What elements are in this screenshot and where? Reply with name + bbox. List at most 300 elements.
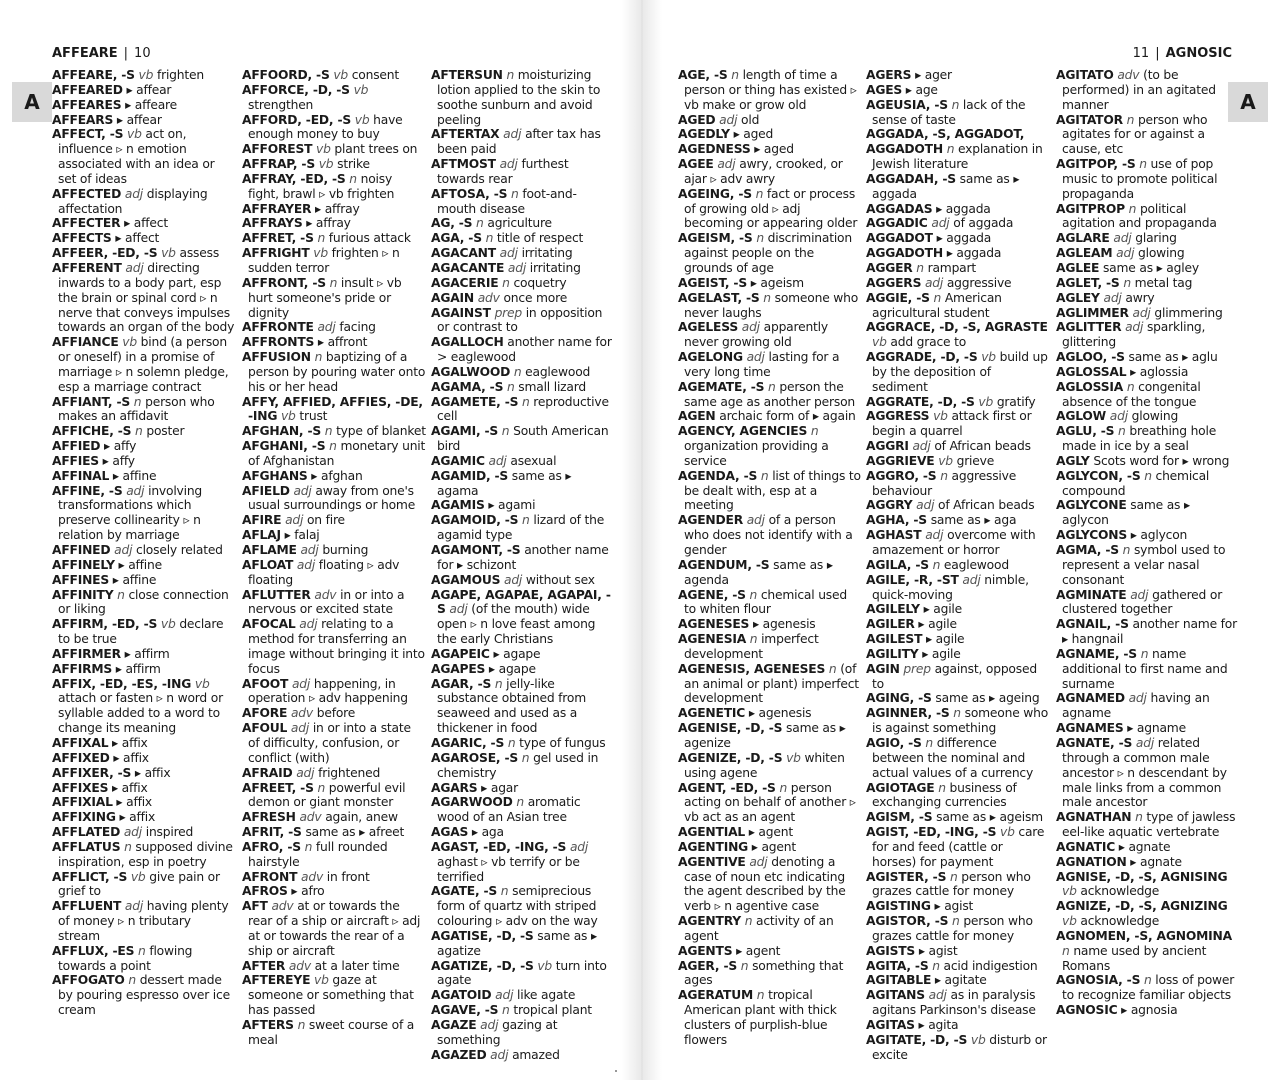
dictionary-entry — [866, 261, 1050, 276]
part-of-speech: n — [135, 424, 143, 439]
definition: ▸ agile — [923, 602, 962, 617]
dictionary-entry — [242, 884, 426, 899]
part-of-speech: n — [949, 869, 958, 884]
headword: AFFEARS — [52, 112, 114, 127]
definition: insult ▹ vb hurt someone's pride or dignity — [248, 275, 402, 320]
part-of-speech: adv — [271, 899, 294, 914]
part-of-speech: n — [940, 468, 948, 483]
definition: overcome with amazement or horror — [872, 528, 1036, 557]
definition: agriculture — [487, 216, 552, 231]
definition: type of jawless eel-like aquatic vertebrate — [1062, 810, 1236, 840]
dictionary-entry — [242, 899, 426, 958]
headword: AFFOORD, -S — [242, 68, 330, 82]
definition: full rounded hairstyle — [248, 839, 388, 869]
headword: AFFERENT — [52, 260, 122, 275]
headword: AFFIX, -ED, -ES, -ING — [52, 676, 192, 691]
definition: ▸ agent — [736, 943, 781, 958]
dictionary-entry — [242, 543, 426, 558]
part-of-speech: adj — [1128, 691, 1147, 706]
definition: another name for > eaglewood — [437, 335, 612, 365]
headword: AGENDER — [678, 513, 743, 528]
definition: inspired — [145, 825, 194, 840]
dictionary-entry — [1056, 306, 1240, 321]
headword: AFGHANI, -S — [242, 439, 326, 454]
definition: type of fungus — [519, 735, 606, 750]
part-of-speech: n — [951, 97, 960, 112]
dictionary-entry — [52, 469, 236, 484]
dictionary-entry — [678, 187, 862, 232]
headword: AGE, -S — [678, 68, 728, 82]
definition: ▸ aggada — [936, 201, 991, 216]
part-of-speech: adj — [114, 543, 133, 557]
dictionary-entry — [866, 216, 1050, 231]
definition: ▸ affear — [116, 112, 162, 127]
dictionary-entry — [1056, 276, 1240, 291]
dictionary-entry — [678, 291, 862, 321]
headword: AFTERTAX — [431, 127, 500, 142]
definition: give pain or grief to — [58, 869, 220, 899]
headword: AFFRAYER — [242, 201, 312, 216]
right-column-1 — [678, 68, 862, 1048]
definition: attach or fasten ▹ n word or syllable added to a word to change its meaning — [58, 691, 223, 736]
definition: consent — [351, 68, 400, 82]
part-of-speech: vb — [353, 82, 369, 97]
dictionary-entry — [242, 825, 426, 840]
dictionary-entry — [1056, 973, 1240, 1003]
dictionary-entry — [1056, 454, 1240, 469]
dictionary-entry — [1056, 498, 1240, 528]
dictionary-entry — [1056, 261, 1240, 276]
dictionary-entry — [242, 424, 426, 439]
headword: AGALWOOD — [431, 364, 511, 379]
definition: at or towards the rear of a ship or aircraft ▹ adj at or towards the rear of a ship or aircraft — [248, 899, 421, 958]
part-of-speech: n — [763, 290, 771, 305]
part-of-speech: n — [521, 394, 530, 409]
headword: AGAVE, -S — [431, 1003, 499, 1018]
dictionary-entry — [678, 68, 862, 113]
definition: ▸ agile — [926, 632, 965, 647]
definition: at a later time — [314, 958, 400, 973]
definition: furthest towards rear — [437, 157, 569, 186]
dictionary-entry — [242, 810, 426, 825]
left-running-head: AFFEARE | 10 — [52, 46, 151, 61]
headword: AFFLUENT — [52, 899, 122, 914]
definition: ▸ affy — [102, 453, 135, 468]
headword: AGENE, -S — [678, 587, 746, 602]
headword: AGAMID, -S — [431, 468, 509, 483]
definition: aggressive behaviour — [872, 468, 1017, 498]
headword: AGILITY — [866, 646, 919, 661]
dictionary-entry — [52, 231, 236, 246]
definition: congenital absence of the tongue — [1062, 379, 1201, 409]
dictionary-entry — [866, 291, 1050, 321]
definition: frighten ▹ n sudden terror — [248, 246, 400, 275]
headword: AGLY — [1056, 453, 1090, 468]
headword: AGHAST — [866, 528, 922, 543]
definition: ▸ agist — [934, 899, 974, 914]
part-of-speech: n — [755, 186, 764, 201]
part-of-speech: adj — [912, 439, 931, 454]
definition: denoting a case of noun etc indicating the agent described by the verb ▹ n agentive case — [684, 854, 846, 914]
headword: AGITPOP, -S — [1056, 157, 1136, 172]
part-of-speech: n — [1122, 543, 1131, 557]
part-of-speech: adj — [928, 988, 947, 1003]
headword: AGAMONT, -S — [431, 543, 521, 557]
headword: AGAMIS — [431, 498, 485, 513]
headword: AGIO, -S — [866, 735, 922, 750]
definition: name used by ancient Romans — [1062, 943, 1207, 973]
part-of-speech: n — [494, 676, 503, 691]
part-of-speech: adj — [931, 216, 950, 231]
headword: AFGHANS — [242, 468, 308, 483]
definition: as in paralysis agitans Parkinson's disease — [872, 988, 1036, 1018]
part-of-speech: adj — [741, 320, 760, 335]
part-of-speech: n — [1062, 943, 1070, 958]
dictionary-entry — [866, 988, 1050, 1018]
dictionary-entry — [678, 988, 862, 1047]
dictionary-entry — [678, 662, 862, 707]
headword: AFFIANT, -S — [52, 394, 131, 409]
headword: AFT — [242, 899, 268, 914]
headword: AGAMETE, -S — [431, 394, 519, 409]
part-of-speech: adj — [291, 676, 311, 691]
definition: before — [316, 706, 356, 721]
definition: ▸ affear — [126, 82, 172, 97]
part-of-speech: n — [1126, 112, 1135, 127]
part-of-speech: vb — [537, 958, 553, 973]
part-of-speech: vb — [138, 68, 154, 82]
definition: ▸ affix — [111, 780, 148, 795]
part-of-speech: vb — [933, 409, 948, 424]
headword: AGAPE, AGAPAE, AGAPAI, -S — [431, 587, 611, 617]
part-of-speech: vb — [1062, 914, 1077, 929]
definition: gazing at something — [437, 1018, 558, 1047]
definition: metal tag — [1134, 275, 1193, 290]
headword: AFFEARE, -S — [52, 68, 135, 82]
part-of-speech: adj — [317, 320, 336, 335]
definition: of African beads — [934, 439, 1031, 454]
dictionary-entry — [242, 513, 426, 528]
definition: discrimination against people on the grounds of age — [684, 231, 852, 275]
definition: ▸ aggada — [946, 246, 1002, 261]
part-of-speech: n — [756, 231, 764, 246]
part-of-speech: adj — [962, 572, 981, 587]
left-column-3 — [431, 68, 615, 1063]
part-of-speech: n — [1118, 424, 1126, 439]
headword: AFFIXIAL — [52, 795, 113, 810]
dictionary-entry — [242, 528, 426, 543]
dictionary-entry — [866, 1033, 1050, 1063]
dictionary-entry — [866, 662, 1050, 692]
dictionary-entry — [866, 899, 1050, 914]
definition: closely related — [136, 543, 223, 557]
headword: AGALLOCH — [431, 335, 504, 350]
headword: AGNAME, -S — [1056, 646, 1137, 661]
dictionary-entry — [678, 632, 862, 662]
dictionary-entry — [52, 68, 236, 83]
headword: AFFORD, -ED, -S — [242, 112, 352, 127]
definition: reproductive cell — [437, 394, 609, 424]
left-guide-word: AFFEARE — [52, 46, 118, 61]
definition: breathing hole made in ice by a seal — [1062, 424, 1217, 454]
part-of-speech: vb — [280, 409, 296, 424]
headword: AGITATE, -D, -S — [866, 1032, 968, 1047]
part-of-speech: adj — [925, 528, 944, 543]
headword: AFLOAT — [242, 557, 294, 572]
dictionary-entry — [866, 558, 1050, 573]
dictionary-entry — [52, 187, 236, 217]
definition: ▸ agape — [493, 646, 541, 661]
headword: AGENTS — [678, 943, 733, 958]
headword: AGEN — [678, 409, 716, 424]
definition: ▸ agnosia — [1121, 1003, 1178, 1018]
part-of-speech: n — [1126, 379, 1135, 394]
headword: AGNATION — [1056, 854, 1127, 869]
part-of-speech: vb — [316, 142, 331, 157]
part-of-speech: n — [513, 364, 522, 379]
headword: AFFRONTS — [242, 335, 315, 350]
dictionary-entry — [866, 83, 1050, 98]
headword: AGLU, -S — [1056, 424, 1115, 439]
dictionary-entry — [678, 706, 862, 721]
definition: someone who never laughs — [684, 290, 859, 320]
headword: AGNAMED — [1056, 691, 1125, 706]
dictionary-entry — [678, 959, 862, 989]
dictionary-entry — [242, 320, 426, 335]
part-of-speech: n — [521, 750, 530, 765]
headword: AGILER — [866, 617, 915, 632]
dictionary-entry — [1056, 380, 1240, 410]
headword: AFFEARES — [52, 97, 122, 112]
dictionary-entry — [242, 781, 426, 811]
definition: flowing towards a point — [58, 943, 193, 973]
part-of-speech: n — [1140, 646, 1149, 661]
part-of-speech: adj — [503, 572, 523, 587]
headword: AGNISE, -D, -S, AGNISING — [1056, 869, 1228, 884]
dictionary-entry — [52, 588, 236, 618]
dictionary-entry — [866, 810, 1050, 825]
definition: sweet course of a meal — [248, 1018, 415, 1047]
dictionary-entry — [52, 484, 236, 543]
definition: frighten — [156, 68, 204, 82]
dictionary-entry — [678, 113, 862, 128]
dictionary-entry — [52, 736, 236, 751]
part-of-speech: n — [522, 513, 530, 528]
headword: AFFECT, -S — [52, 127, 124, 142]
headword: AGGADAS — [866, 201, 933, 216]
definition: same as ▸ aga — [930, 513, 1017, 528]
dictionary-entry — [52, 766, 236, 781]
definition: lack of the sense of taste — [872, 97, 1026, 127]
part-of-speech: adj — [296, 765, 315, 780]
dictionary-entry — [866, 409, 1050, 439]
headword: AGER, -S — [678, 958, 738, 973]
dictionary-entry — [1056, 320, 1240, 350]
headword: AGENESIS, AGENESES — [678, 661, 826, 676]
headword: AGITAS — [866, 1018, 915, 1032]
definition: sparkling, glittering — [1062, 320, 1206, 350]
dictionary-entry — [866, 246, 1050, 261]
definition: ▸ agenesis — [752, 617, 816, 632]
definition: care for and feed (cattle or horses) for payment — [872, 825, 1045, 869]
definition: ▸ falaj — [284, 528, 320, 543]
definition: ▸ affix — [116, 795, 152, 810]
dictionary-entry — [431, 335, 615, 365]
dictionary-entry — [431, 1048, 615, 1063]
part-of-speech: adj — [495, 988, 514, 1003]
dictionary-entry — [431, 781, 615, 796]
headword: AGATOID — [431, 988, 492, 1003]
dictionary-entry — [242, 677, 426, 707]
headword: AFFLATED — [52, 825, 121, 840]
dictionary-entry — [678, 350, 862, 380]
headword: AGNIZE, -D, -S, AGNIZING — [1056, 899, 1228, 914]
definition: ▸ agar — [481, 780, 518, 795]
dictionary-entry — [52, 751, 236, 766]
part-of-speech: n — [317, 780, 326, 795]
part-of-speech: n — [768, 379, 776, 394]
headword: AGMA, -S — [1056, 543, 1119, 557]
headword: AFIELD — [242, 483, 290, 498]
part-of-speech: adj — [916, 498, 935, 513]
part-of-speech: n — [476, 216, 484, 231]
headword: AFRAID — [242, 765, 293, 780]
dictionary-entry — [242, 395, 426, 425]
dictionary-entry — [866, 914, 1050, 944]
definition: ▸ affix — [134, 765, 171, 780]
headword: AGLITTER — [1056, 320, 1122, 335]
definition: ▸ agile — [918, 617, 957, 632]
definition: plant trees on — [334, 142, 418, 157]
dictionary-entry — [678, 231, 862, 276]
dictionary-entry — [242, 558, 426, 588]
headword: AGENTRY — [678, 914, 741, 929]
definition: grieve — [956, 453, 995, 468]
dictionary-entry — [866, 454, 1050, 469]
definition: relating to a method for transferring an image without bringing it into focus — [248, 617, 425, 676]
dictionary-entry — [431, 365, 615, 380]
headword: AGEUSIA, -S — [866, 97, 948, 112]
definition: ▸ aggada — [936, 231, 992, 246]
definition: without sex — [525, 572, 595, 587]
headword: AGISTS — [866, 943, 916, 958]
dictionary-entry — [52, 899, 236, 944]
dictionary-entry — [866, 870, 1050, 900]
dictionary-entry — [1056, 588, 1240, 618]
definition: jelly-like substance obtained from seaweed and used as a thickener in food — [437, 676, 586, 736]
definition: old — [741, 112, 760, 127]
dictionary-entry — [431, 498, 615, 513]
dictionary-entry — [1056, 647, 1240, 692]
part-of-speech: n — [932, 958, 940, 973]
dictionary-entry — [866, 498, 1050, 513]
headword: AGENCY, AGENCIES — [678, 424, 808, 439]
definition: ▸ agape — [488, 661, 536, 676]
headword: AGLOW — [1056, 409, 1107, 424]
part-of-speech: vb — [313, 246, 328, 261]
part-of-speech: n — [329, 439, 337, 454]
headword: AGA, -S — [431, 231, 482, 246]
definition: ▸ aglycon — [1130, 528, 1188, 543]
definition: use of pop music to promote political propaganda — [1062, 157, 1218, 201]
part-of-speech: adj — [124, 186, 144, 201]
definition: same as ▸ aglu — [1128, 350, 1218, 365]
definition: same as ▸ aggada — [872, 171, 1020, 201]
dictionary-entry — [678, 721, 862, 751]
definition: someone who is against something — [872, 706, 1049, 736]
headword: AFFEARED — [52, 82, 123, 97]
headword: AGILE, -R, -ST — [866, 572, 959, 587]
definition: apparently never growing old — [684, 320, 828, 350]
headword: AFFRAYS — [242, 216, 303, 231]
headword: AGNATE, -S — [1056, 735, 1133, 750]
definition: awry, crooked, or ajar ▹ adv awry — [684, 157, 843, 186]
headword: AGLYCONE — [1056, 498, 1127, 513]
headword: AGILELY — [866, 602, 920, 617]
headword: AFFECTS — [52, 231, 112, 246]
dictionary-entry — [242, 157, 426, 172]
headword: AFFIXAL — [52, 735, 109, 750]
definition: lasting for a very long time — [684, 350, 840, 379]
dictionary-entry — [678, 127, 862, 142]
headword: AGAMOUS — [431, 572, 501, 587]
definition: difference between the nominal and actual values of a currency — [872, 735, 1034, 780]
print-speck — [615, 1070, 617, 1072]
dictionary-entry — [52, 98, 236, 113]
definition: ▸ agent — [748, 825, 793, 840]
headword: AGLEAM — [1056, 246, 1113, 261]
definition: eaglewood — [525, 364, 591, 379]
part-of-speech: vb — [1062, 884, 1077, 899]
headword: AGAZE — [431, 1018, 477, 1032]
part-of-speech: n — [314, 350, 323, 365]
part-of-speech: vb — [978, 394, 994, 409]
headword: AFFECTER — [52, 216, 121, 231]
definition: chemical used to whiten flour — [684, 587, 847, 617]
headword: AGISTOR, -S — [866, 914, 949, 929]
definition: fact or process of growing old ▹ adj becoming or appearing older — [684, 186, 858, 231]
definition: after tax has been paid — [437, 127, 601, 157]
definition: another name for ▸ hangnail — [1062, 617, 1237, 647]
headword: AFTERS — [242, 1018, 294, 1032]
headword: AFFOGATO — [52, 973, 125, 988]
dictionary-entry — [1056, 528, 1240, 543]
definition: lizard of the agamid type — [437, 513, 605, 543]
definition: same as ▸ agatize — [437, 928, 597, 958]
definition: involving transformations which preserve collinearity ▹ n relation by marriage — [58, 483, 203, 543]
definition: same as ▸ agama — [437, 468, 572, 498]
headword: AFRESH — [242, 810, 296, 825]
headword: AGEE — [678, 157, 714, 172]
headword: AFFIXING — [52, 810, 116, 825]
dictionary-entry — [678, 914, 862, 944]
headword: AGLEE — [1056, 260, 1100, 275]
headword: AGNOMEN, -S, AGNOMINA — [1056, 928, 1232, 943]
right-column-2 — [866, 68, 1050, 1063]
dictionary-entry — [242, 1018, 426, 1048]
part-of-speech: n — [502, 1003, 510, 1018]
definition: symbol used to represent a velar nasal consonant — [1062, 543, 1226, 587]
definition: (of the mouth) wide open ▹ n love feast among the early Christians — [437, 602, 596, 647]
part-of-speech: adj — [488, 453, 507, 468]
definition: awry — [1125, 290, 1155, 305]
dictionary-entry — [242, 335, 426, 350]
dictionary-entry — [866, 513, 1050, 528]
dictionary-entry — [866, 706, 1050, 736]
definition: of aggada — [953, 216, 1014, 231]
headword: AGEIST, -S — [678, 275, 747, 290]
dictionary-entry — [52, 335, 236, 394]
